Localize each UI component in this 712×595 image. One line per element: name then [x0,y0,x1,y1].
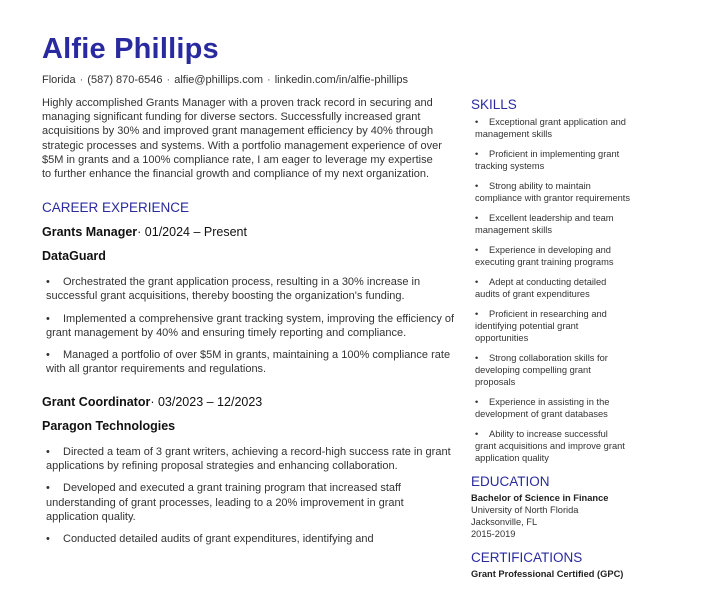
contact-separator: · [267,74,271,86]
skill-item: • Adept at conducting detailed audits of grant expenditures [475,277,607,299]
education-heading: EDUCATION [471,474,550,489]
certifications-section [471,550,631,580]
certifications-heading: CERTIFICATIONS [471,550,583,565]
job-title-line [42,225,457,239]
skill-item: • Experience in developing and executing grant training programs [475,245,614,267]
job-title-line [42,395,457,409]
professional-summary: Highly accomplished Grants Manager with a proven track record in securing and managing significant funding for diverse sectors. Successfully increased grant acquisitions by 30% and improved grant management efficiency by 40% through strategic processes and systems. With a portfolio management experience of over $5M in grants and a 100% compliance rate, I am eager to leverage my expertise to further enhance the financial growth and compliance of my next organization. [42,97,442,181]
bullet-glyph: • [46,533,50,546]
skills-list [471,116,631,464]
bullet-glyph: • [46,349,50,362]
sidebar [471,97,631,580]
job-entry [42,225,457,377]
skill-item: • Ability to increase successful grant acquisitions and improve grant application quality [475,429,625,463]
job-bullets [42,445,457,547]
job-company: DataGuard [42,249,106,263]
contact-line [42,74,408,86]
education-years: 2015-2019 [471,529,516,539]
contact-phone: (587) 870-6546 [87,74,163,86]
bullet-glyph: • [46,445,50,458]
contact-linkedin[interactable]: linkedin.com/in/alfie-phillips [274,74,408,86]
certification-item: Grant Professional Certified (GPC) [471,569,624,579]
skill-item: • Strong collaboration skills for developing compelling grant proposals [475,353,608,387]
job-bullet: • Conducted detailed audits of grant expenditures, identifying and [46,533,374,546]
skill-item: • Proficient in researching and identifying potential grant opportunities [475,309,607,343]
skill-item: • Proficient in implementing grant tracking systems [475,149,620,171]
education-school: University of North Florida [471,505,579,515]
job-dates: · 03/2023 – 12/2023 [150,394,263,409]
job-bullet: • Implemented a comprehensive grant tracking system, improving the efficiency of grant management by 40% and ensuring timely reporting and compliance. [46,312,455,339]
education-degree: Bachelor of Science in Finance [471,493,609,503]
job-role: Grants Manager [42,225,138,239]
bullet-glyph: • [46,276,50,288]
job-bullet: • Managed a portfolio of over $5M in grants, maintaining a 100% compliance rate with all grantor requirements and regulations. [46,349,451,376]
job-bullet: • Developed and executed a grant training program that increased staff understanding of grant processes, leading to a 20% improvement in grant application quality. [46,482,404,523]
job-role: Grant Coordinator [42,394,151,409]
education-section [471,474,631,540]
contact-location: Florida [42,74,76,86]
job-entry [42,395,457,547]
job-dates: · 01/2024 – Present [137,225,247,239]
job-bullets [42,275,457,377]
skills-heading: SKILLS [471,97,517,112]
contact-email[interactable]: alfie@phillips.com [174,74,264,86]
skill-item: • Experience in assisting in the development of grant databases [475,397,610,419]
job-bullet: • Orchestrated the grant application process, resulting in a 30% increase in successful grant acquisitions, thereby boosting the organization's funding. [46,276,421,303]
bullet-glyph: • [46,312,50,325]
skill-item: • Exceptional grant application and management skills [475,117,626,139]
job-company: Paragon Technologies [42,418,176,433]
bullet-glyph: • [46,482,50,495]
job-bullet: • Directed a team of 3 grant writers, achieving a record-high success rate in grant applications by refining proposal strategies and enhancing collaboration. [46,445,451,473]
skill-item: • Excellent leadership and team management skills [475,213,614,235]
contact-separator: · [166,74,171,86]
experience-heading: CAREER EXPERIENCE [42,200,190,215]
contact-separator: · [79,74,84,86]
candidate-name: Alfie Phillips [42,33,219,65]
education-location: Jacksonville, FL [471,517,538,527]
skill-item: • Strong ability to maintain compliance with grantor requirements [475,181,631,203]
experience-section [42,200,457,555]
